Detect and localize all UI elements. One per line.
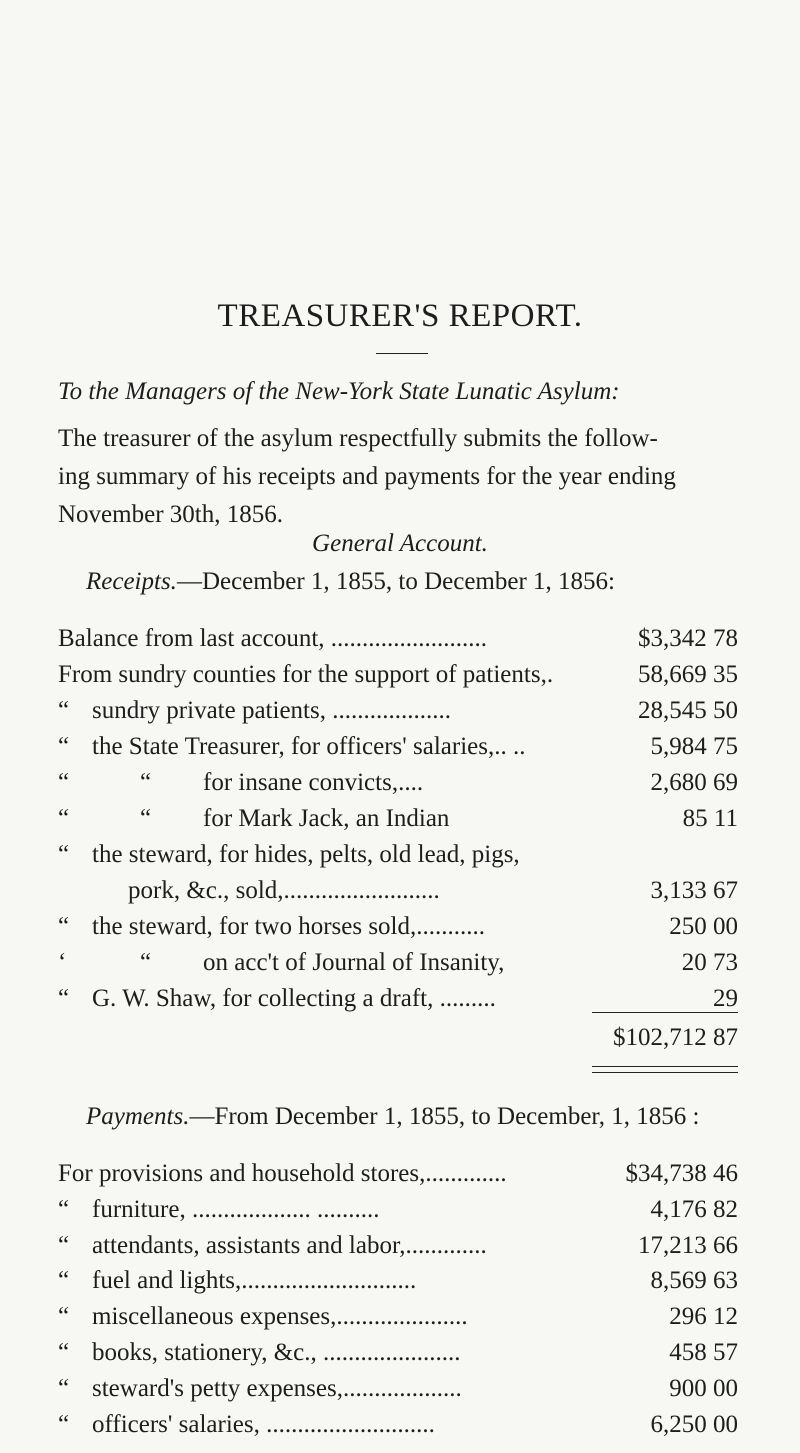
ditto-mark: “ xyxy=(58,1339,70,1366)
payment-amount: 296 12 xyxy=(669,1303,738,1330)
ditto-mark: “ xyxy=(58,805,70,832)
receipt-amount: 58,669 35 xyxy=(638,661,738,688)
receipt-row xyxy=(58,729,738,765)
payment-row xyxy=(58,1192,738,1228)
receipt-row xyxy=(58,657,738,693)
payment-amount: 8,569 63 xyxy=(650,1267,738,1294)
receipt-label: for Mark Jack, an Indian xyxy=(203,805,450,832)
payment-amount: 900 00 xyxy=(669,1375,738,1402)
payment-row xyxy=(58,1371,738,1407)
payment-amount: 4,176 82 xyxy=(650,1196,738,1223)
page-title: TREASURER'S REPORT. xyxy=(217,298,583,334)
receipt-amount: 28,545 50 xyxy=(638,697,738,724)
ditto-mark: “ xyxy=(58,913,70,940)
receipts-heading-text: —December 1, 1855, to December 1, 1856: xyxy=(176,568,615,595)
payment-row xyxy=(58,1156,738,1192)
receipt-label: From sundry counties for the support of patients,. xyxy=(58,661,554,688)
ditto-mark: “ xyxy=(58,769,70,796)
receipt-amount: 20 73 xyxy=(681,949,738,976)
address-line: To the Managers of the New-York State Lunatic Asylum: xyxy=(58,378,620,405)
ditto-mark: “ xyxy=(140,949,152,976)
ditto-mark: “ xyxy=(58,1375,70,1402)
receipt-label: pork, &c., sold,......................... xyxy=(128,877,440,904)
ditto-mark: “ xyxy=(58,697,70,724)
receipt-row xyxy=(58,837,738,873)
receipt-label: the steward, for two horses sold,........... xyxy=(92,913,485,940)
receipt-row xyxy=(58,621,738,657)
ditto-mark: ‘ xyxy=(58,949,67,976)
receipt-amount: 3,133 67 xyxy=(650,877,738,904)
receipts-total-row xyxy=(58,1020,738,1056)
receipt-amount: 85 11 xyxy=(682,805,738,832)
payment-label: For provisions and household stores,............. xyxy=(58,1160,507,1187)
payment-label: miscellaneous expenses,..................... xyxy=(92,1303,468,1330)
ditto-mark: “ xyxy=(58,733,70,760)
payment-amount: $34,738 46 xyxy=(625,1160,738,1187)
section-subhead: General Account. xyxy=(312,530,488,557)
ditto-mark: “ xyxy=(58,1411,70,1438)
receipt-label: for insane convicts,.... xyxy=(203,769,424,796)
payment-amount: 6,250 00 xyxy=(650,1411,738,1438)
ditto-mark: “ xyxy=(58,1303,70,1330)
ditto-mark: “ xyxy=(58,1267,70,1294)
title-rule xyxy=(376,353,428,354)
ditto-mark: “ xyxy=(140,769,152,796)
ditto-mark: “ xyxy=(58,1196,70,1223)
intro-line: ing summary of his receipts and payments for the year ending xyxy=(58,463,676,490)
payment-row xyxy=(58,1407,738,1443)
receipt-amount: 29 xyxy=(713,985,738,1012)
double-rule xyxy=(592,1066,738,1073)
receipts-heading-label: Receipts. xyxy=(86,568,177,595)
receipt-label: on acc't of Journal of Insanity, xyxy=(203,949,505,976)
payment-row xyxy=(58,1335,738,1371)
payment-amount: 458 57 xyxy=(669,1339,738,1366)
total-rule xyxy=(592,1012,738,1013)
intro-paragraph xyxy=(58,420,748,534)
receipt-amount: $3,342 78 xyxy=(638,625,738,652)
ditto-mark: “ xyxy=(58,841,70,868)
ditto-mark: “ xyxy=(58,1232,70,1259)
payment-label: fuel and lights,............................ xyxy=(92,1267,417,1294)
receipt-amount: 5,984 75 xyxy=(650,733,738,760)
receipt-label: G. W. Shaw, for collecting a draft, ......... xyxy=(92,985,496,1012)
payment-amount: 17,213 66 xyxy=(638,1232,738,1259)
payment-label: books, stationery, &c., ...................... xyxy=(92,1339,461,1366)
payments-heading xyxy=(86,1103,699,1131)
receipts-heading xyxy=(86,568,615,596)
receipt-row xyxy=(58,945,738,981)
receipt-row xyxy=(58,873,738,909)
payment-label: attendants, assistants and labor,............. xyxy=(92,1232,487,1259)
payments-heading-label: Payments. xyxy=(86,1103,190,1130)
receipt-amount: 250 00 xyxy=(669,913,738,940)
receipt-row xyxy=(58,909,738,945)
payments-heading-text: —From December 1, 1855, to December, 1, 1856 : xyxy=(189,1103,700,1130)
receipt-row xyxy=(58,693,738,729)
receipt-label: the State Treasurer, for officers' salaries,.. .. xyxy=(92,733,526,760)
payment-row xyxy=(58,1299,738,1335)
receipts-total: $102,712 87 xyxy=(613,1024,738,1051)
payment-label: furniture, ................... .......... xyxy=(92,1196,380,1223)
intro-line: The treasurer of the asylum respectfully submits the follow- xyxy=(58,425,658,452)
payment-label: officers' salaries, ........................... xyxy=(92,1411,435,1438)
payment-row xyxy=(58,1263,738,1299)
receipt-row xyxy=(58,801,738,837)
ditto-mark: “ xyxy=(58,985,70,1012)
payment-row xyxy=(58,1228,738,1264)
receipt-label: Balance from last account, ......................... xyxy=(58,625,488,652)
payment-label: steward's petty expenses,................... xyxy=(92,1375,462,1402)
receipt-row xyxy=(58,765,738,801)
ditto-mark: “ xyxy=(140,805,152,832)
receipt-label: sundry private patients, ................... xyxy=(92,697,451,724)
receipt-label: the steward, for hides, pelts, old lead, pigs, xyxy=(92,841,520,868)
intro-line: November 30th, 1856. xyxy=(58,501,283,528)
receipt-amount: 2,680 69 xyxy=(650,769,738,796)
